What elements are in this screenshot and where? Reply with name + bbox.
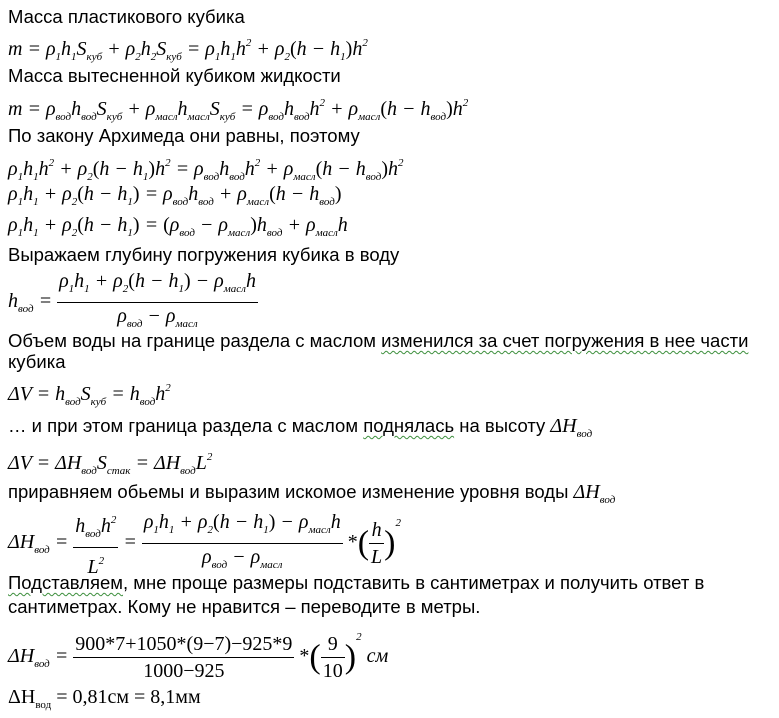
text-boundary-rise: … и при этом граница раздела с маслом поднялась на высоту $\Delta H_{вод}$ — [8, 415, 593, 440]
text-substitute-2: сантиметрах. Кому не нравится – переводите в метры. — [8, 596, 481, 617]
equation-mass-cube: $m = \rho_1h_1S_{куб} + \rho_2h_2S_{куб} = \rho_1h_1h^2 + \rho_2(h - h_1)h^2$ — [8, 37, 368, 63]
equation-archimedes-3: $\rho_1h_1 + \rho_2(h - h_1) = (\rho_{вод} - \rho_{масл})h_{вод} + \rho_{масл}h$ — [8, 214, 348, 239]
equation-numeric: $\Delta H_{вод}$ = $\frac{900*7+1050*(9-7)-925*9}{1000-925}$ *( $\frac{9}{10}$ )$^2$ см — [8, 631, 389, 682]
equation-depth-fraction: $h_{вод}$ = $\frac{\rho_1h_1 + \rho_2(h - h_1) - \rho_{масл}h}{\rho_{вод} - \rho_{масл}}$ — [8, 270, 256, 330]
text-volume-change-2: кубика — [8, 351, 66, 372]
text-express-depth: Выражаем глубину погружения кубика в воду — [8, 244, 400, 265]
equation-delta-v-2: $\Delta V = \Delta H_{вод}S_{стак} = \Delta H_{вод}L^2$ — [8, 451, 213, 477]
equation-delta-v-1: $\Delta V = h_{вод}S_{куб} = h_{вод}h^2$ — [8, 382, 171, 408]
text-archimedes: По закону Архимеда они равны, поэтому — [8, 125, 360, 146]
equation-delta-h: $\Delta H_{вод}$ = $\frac{h_{вод}h^2}{L^2}$ = $\frac{\rho_1h_1 + \rho_2(h - h_1) - \rho_{масл}h}{\rho_{вод} - \rho_{масл}}$ *( $\frac{h}{L}$ )$^2$ — [8, 507, 401, 580]
text-equate-volumes: приравняем обьемы и выразим искомое изменение уровня воды $\Delta H_{вод}$ — [8, 481, 616, 506]
text-volume-change-1: Объем воды на границе раздела с маслом изменился за счет погружения в нее части — [8, 330, 749, 351]
text-mass-displaced-liquid: Масса вытесненной кубиком жидкости — [8, 65, 341, 86]
equation-archimedes-2: $\rho_1h_1 + \rho_2(h - h_1) = \rho_{вод}h_{вод} + \rho_{масл}(h - h_{вод})$ — [8, 183, 342, 208]
equation-archimedes-1: $\rho_1h_1h^2 + \rho_2(h - h_1)h^2 = \rho_{вод}h_{вод}h^2 + \rho_{масл}(h - h_{вод})h^2$ — [8, 157, 404, 183]
text-mass-plastic-cube: Масса пластикового кубика — [8, 6, 245, 27]
equation-result: $\Delta H_{вод} = 0,81см = 8,1мм$ — [8, 686, 201, 711]
text-substitute-1: Подставляем, мне проще размеры подставить в сантиметрах и получить ответ в — [8, 572, 705, 593]
equation-mass-displaced: $m = \rho_{вод}h_{вод}S_{куб} + \rho_{масл}h_{масл}S_{куб} = \rho_{вод}h_{вод}h^2 + \rho_{масл}(h - h_{вод})h^2$ — [8, 97, 469, 123]
